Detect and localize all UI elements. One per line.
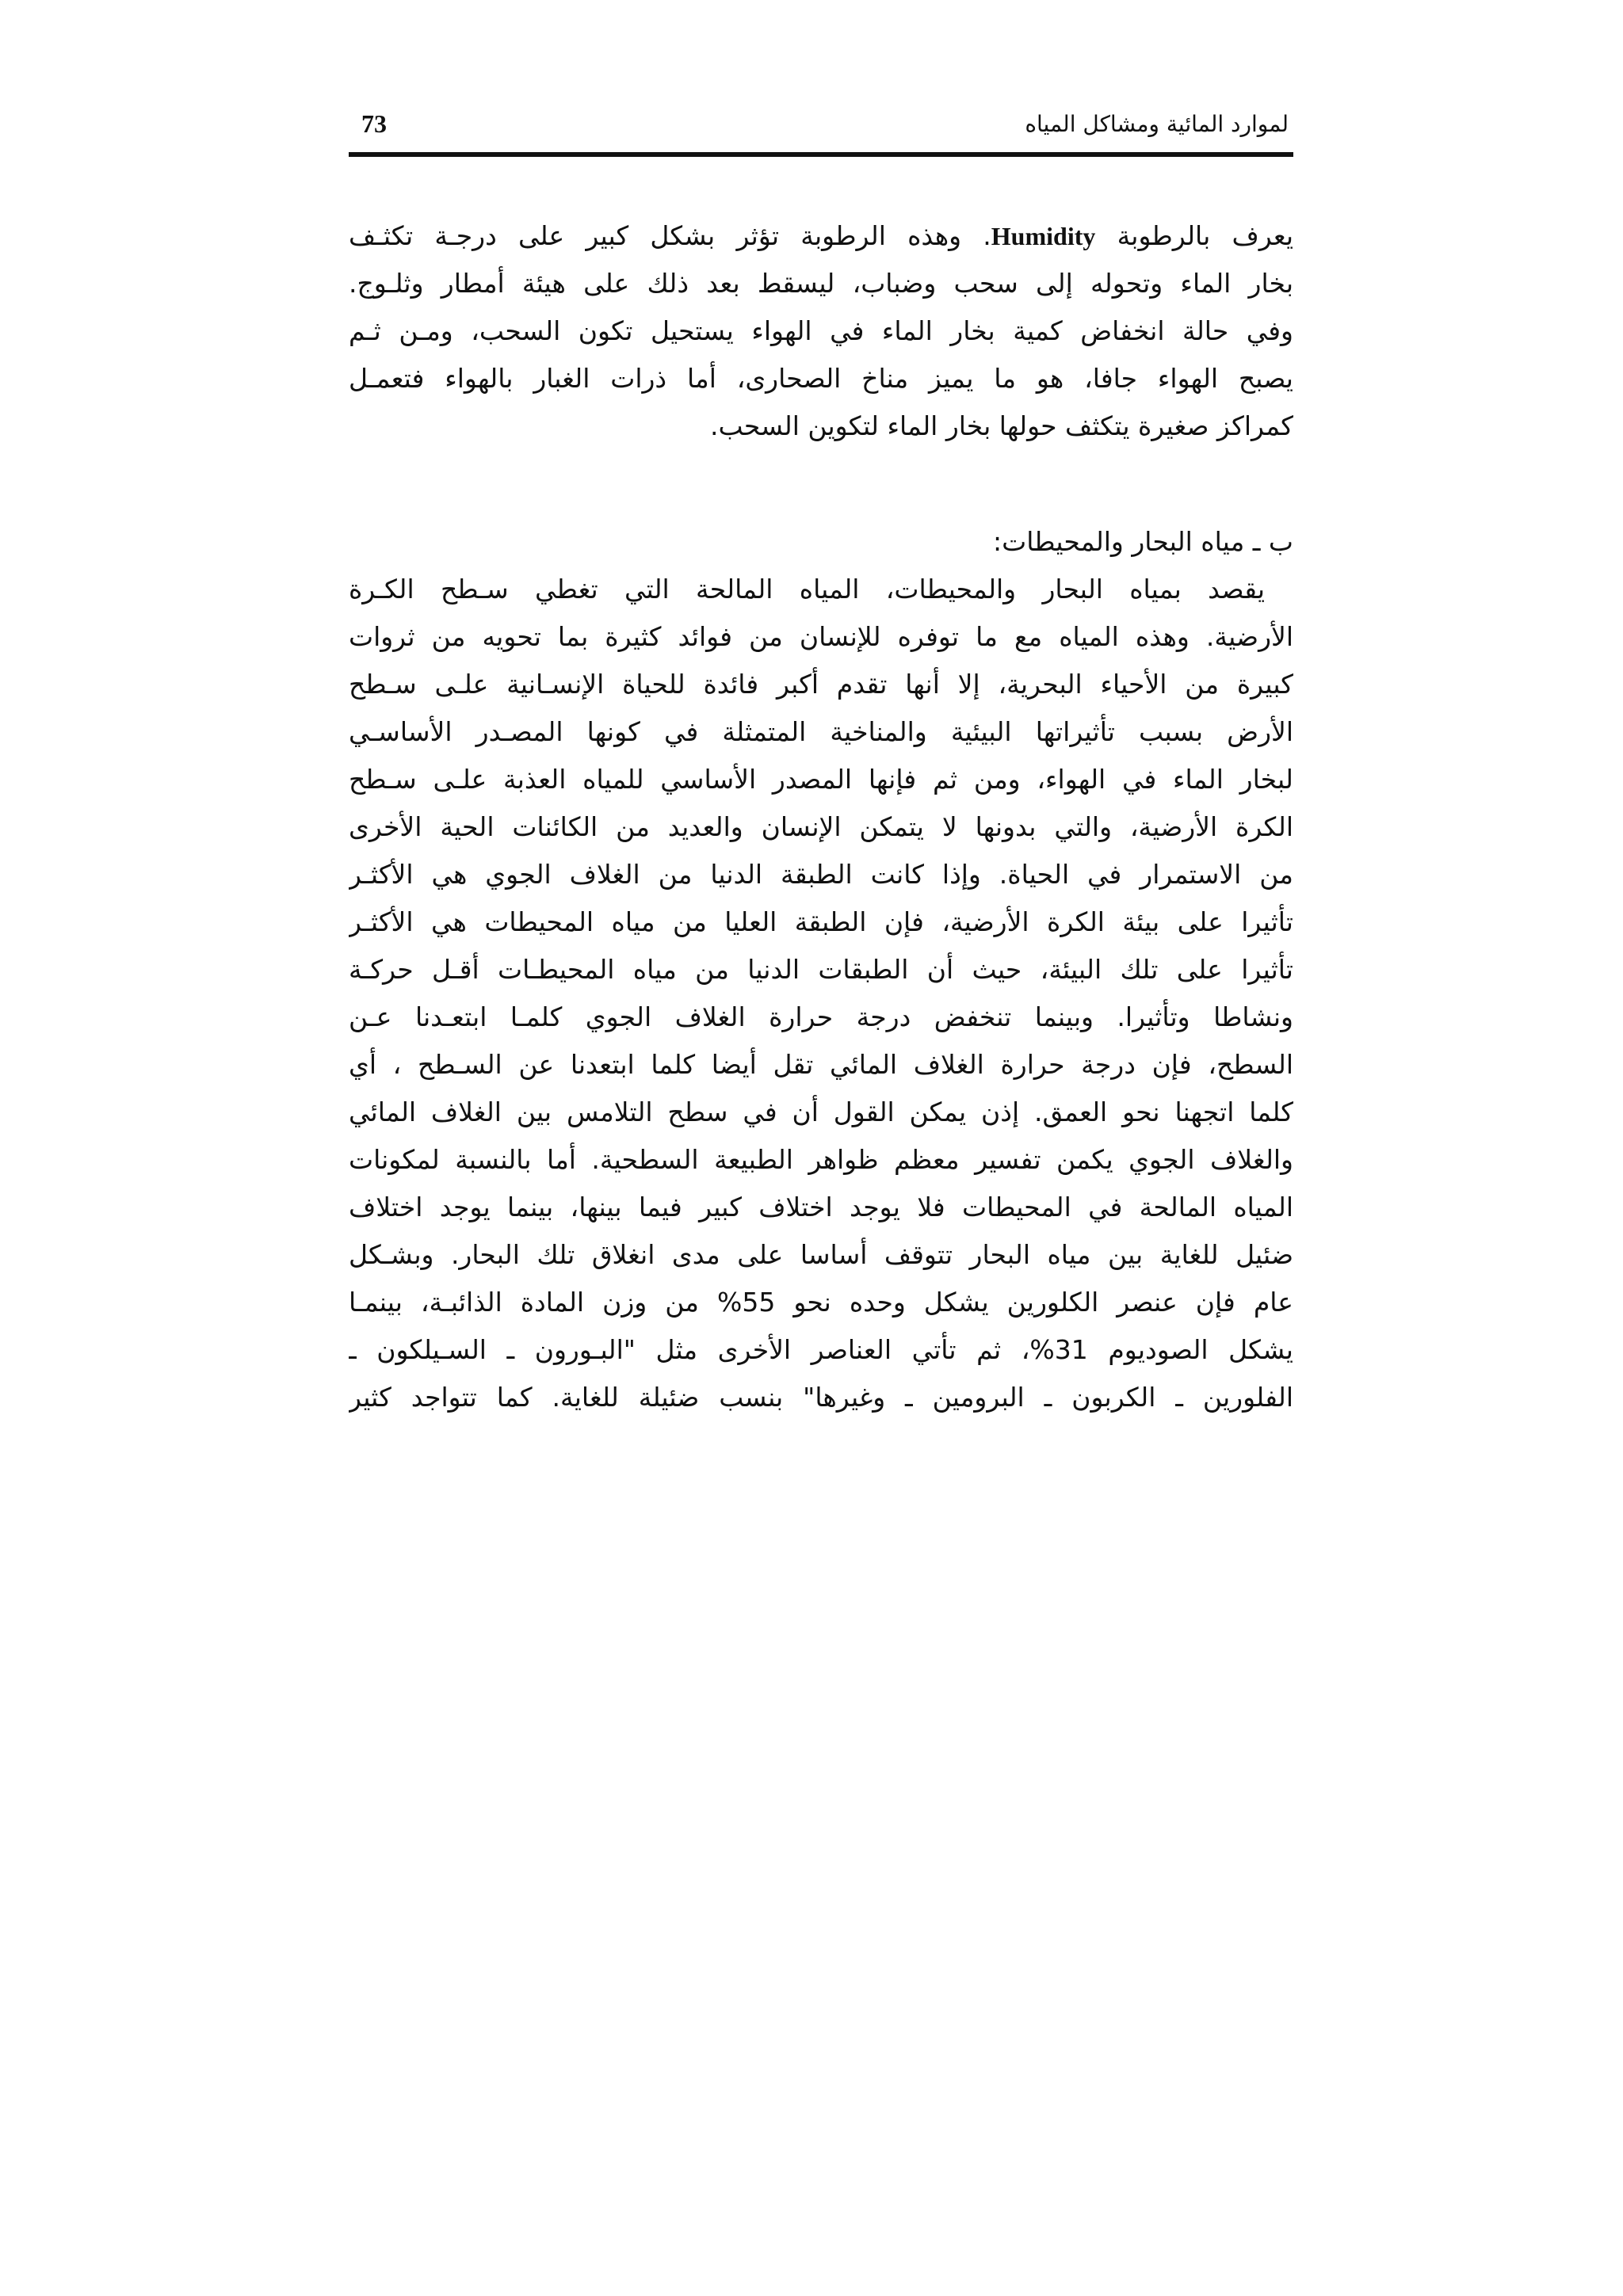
text-line: والغلاف الجوي يكمن تفسير معظم ظواهر الطبيعة السطحية. أما بالنسبة لمكونات bbox=[349, 1144, 1293, 1175]
text-line: ضئيل للغاية بين مياه البحار تتوقف أساسا على مدى انغلاق تلك البحار. وبشـكل bbox=[349, 1239, 1293, 1270]
text-line: يقصد بمياه البحار والمحيطات، المياه المالحة التي تغطي سـطح الكـرة bbox=[349, 574, 1265, 605]
text-line: تأثيرا على تلك البيئة، حيث أن الطبقات الدنيا من مياه المحيطـات أقـل حركـة bbox=[349, 954, 1293, 985]
text-line: الكرة الأرضية، والتي بدونها لا يتمكن الإنسان والعديد من الكائنات الحية الأخرى bbox=[349, 811, 1293, 842]
text-fragment: . وهذه الرطوبة تؤثر بشكل كبير على درجـة تكثـف bbox=[349, 220, 991, 251]
text-line: يصبح الهواء جافا، هو ما يميز مناخ الصحارى، أما ذرات الغبار بالهواء فتعمـل bbox=[349, 363, 1293, 394]
running-title: لموارد المائية ومشاكل المياه bbox=[1025, 111, 1289, 137]
page-number: 73 bbox=[361, 109, 387, 138]
text-fragment: يعرف بالرطوبة bbox=[1117, 220, 1293, 251]
text-line: الأرض بسبب تأثيراتها البيئية والمناخية المتمثلة في كونها المصـدر الأساسـي bbox=[349, 716, 1293, 747]
text-line: كمراكز صغيرة يتكثف حولها بخار الماء لتكوين السحب. bbox=[710, 410, 1293, 441]
page-header bbox=[349, 101, 1293, 157]
text-line: المياه المالحة في المحيطات فلا يوجد اختلاف كبير فيما بينها، بينما يوجد اختلاف bbox=[349, 1192, 1293, 1222]
text-line: كلما اتجهنا نحو العمق. إذن يمكن القول أن في سطح التلامس بين الغلاف المائي bbox=[349, 1097, 1293, 1127]
paragraph-humidity bbox=[349, 212, 1293, 450]
text-line: الأرضية. وهذه المياه مع ما توفره للإنسان من فوائد كثيرة بما تحويه من ثروات bbox=[349, 621, 1293, 652]
latin-term: Humidity bbox=[991, 222, 1096, 250]
text-line: السطح، فإن درجة حرارة الغلاف المائي تقل أيضا كلما ابتعدنا عن السـطح ، أي bbox=[349, 1049, 1293, 1080]
text-line: تأثيرا على بيئة الكرة الأرضية، فإن الطبقة العليا من مياه المحيطات هي الأكثـر bbox=[349, 906, 1293, 937]
text-line: لبخار الماء في الهواء، ومن ثم فإنها المصدر الأساسي للمياه العذبة علـى سـطح bbox=[349, 764, 1293, 795]
page-body bbox=[349, 212, 1293, 1421]
text-line: عام فإن عنصر الكلورين يشكل وحده نحو 55% من وزن المادة الذائبـة، بينمـا bbox=[349, 1287, 1293, 1318]
text-line: كبيرة من الأحياء البحرية، إلا أنها تقدم أكبر فائدة للحياة الإنسـانية علـى سـطح bbox=[349, 669, 1293, 700]
text-line: الفلورين ـ الكربون ـ البرومين ـ وغيرها" بنسب ضئيلة للغاية. كما تتواجد كثير bbox=[349, 1382, 1293, 1413]
section-heading: ب ـ مياه البحار والمحيطات: bbox=[993, 526, 1293, 557]
paragraph-seas-oceans bbox=[349, 566, 1293, 1421]
text-line: من الاستمرار في الحياة. وإذا كانت الطبقة الدنيا من الغلاف الجوي هي الأكثـر bbox=[349, 859, 1293, 890]
text-line: وفي حالة انخفاض كمية بخار الماء في الهواء يستحيل تكون السحب، ومـن ثـم bbox=[349, 315, 1293, 346]
text-line: ونشاطا وتأثيرا. وبينما تنخفض درجة حرارة الغلاف الجوي كلمـا ابتعـدنا عـن bbox=[349, 1001, 1293, 1032]
text-line: يشكل الصوديوم 31%، ثم تأتي العناصر الأخرى مثل "البـورون ـ السـيلكون ـ bbox=[349, 1334, 1293, 1365]
text-line bbox=[349, 212, 1293, 260]
text-line: بخار الماء وتحوله إلى سحب وضباب، ليسقط بعد ذلك على هيئة أمطار وثلـوج. bbox=[349, 268, 1293, 299]
